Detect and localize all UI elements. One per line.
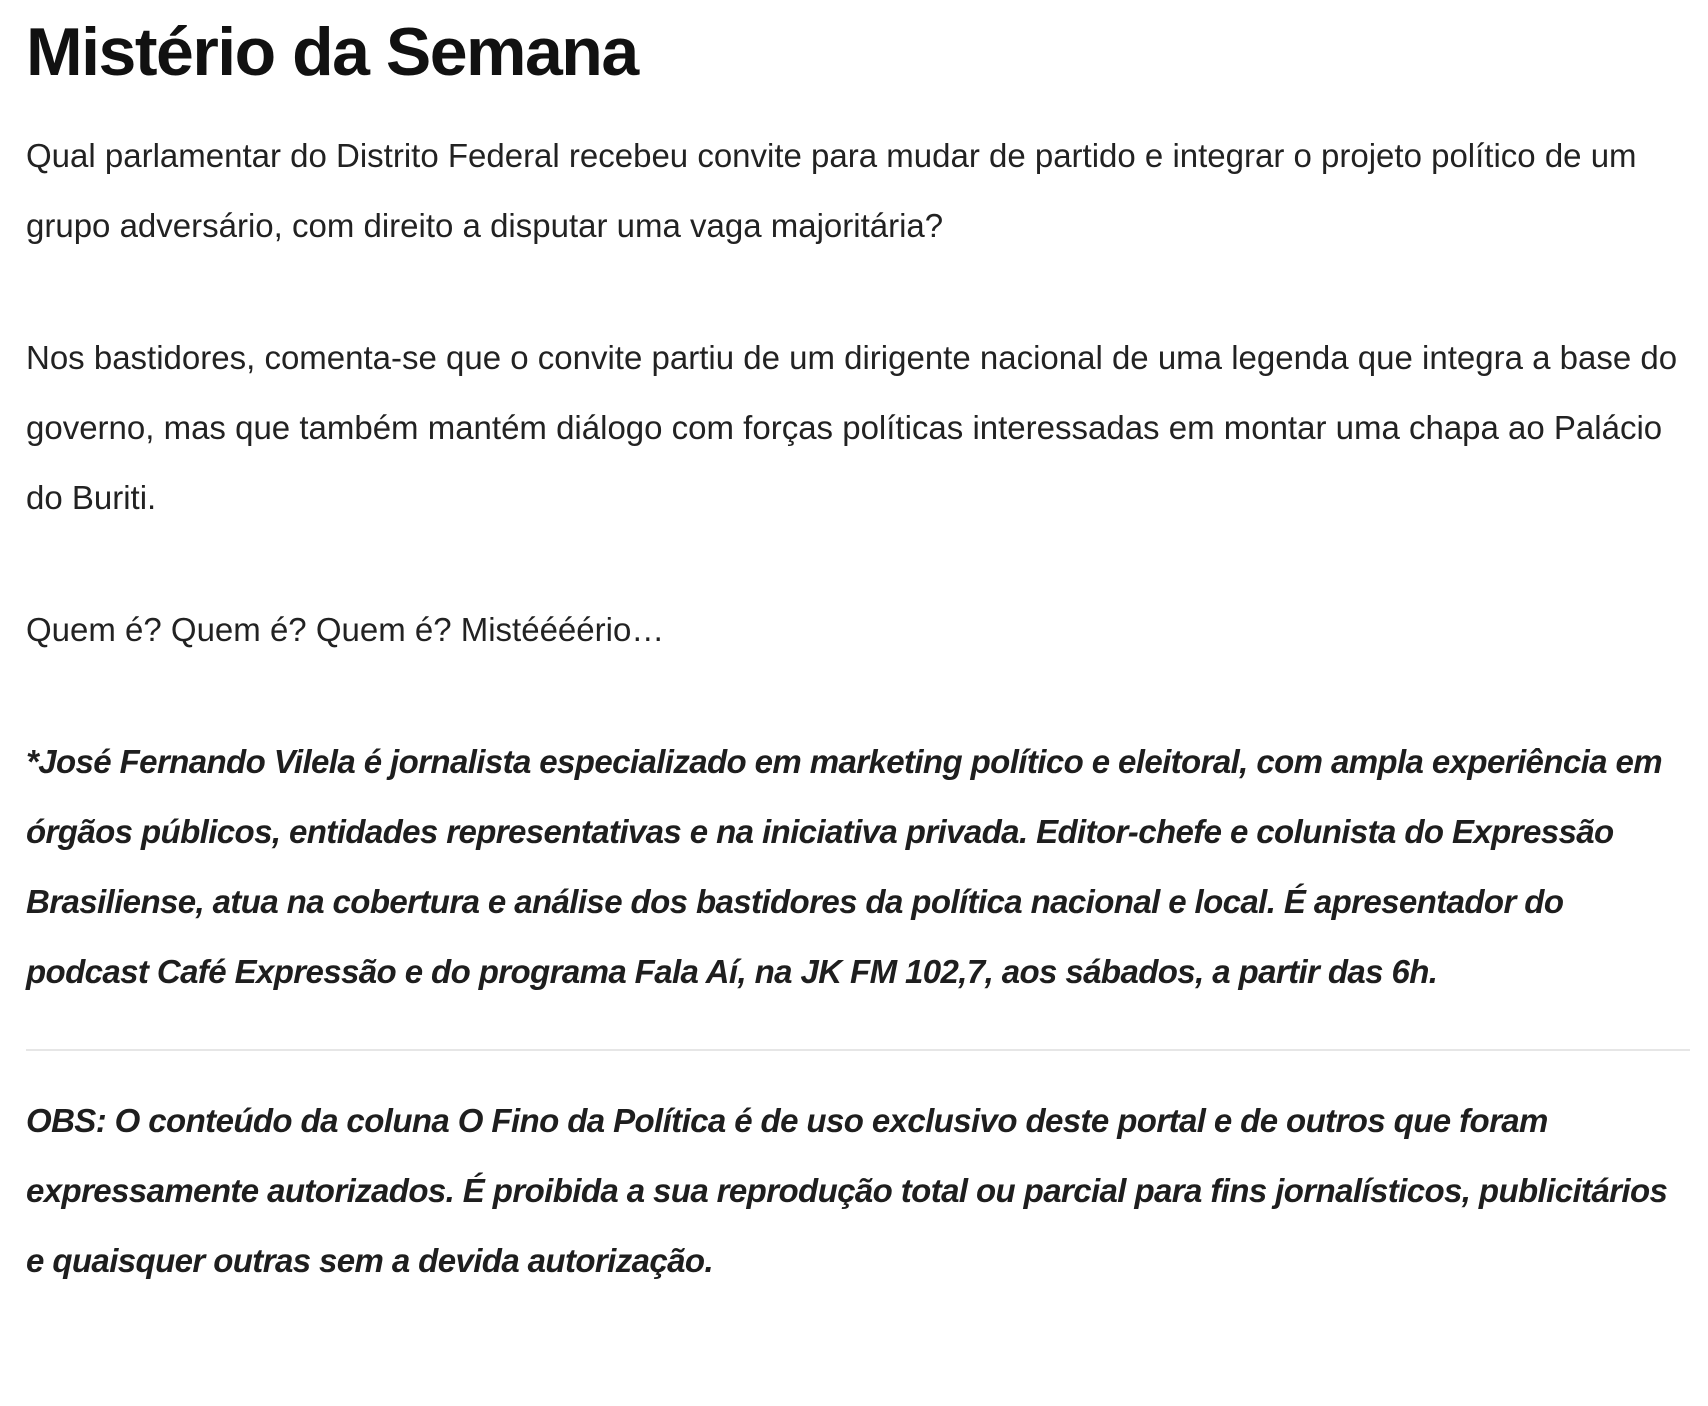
paragraph-backstage: Nos bastidores, comenta-se que o convite partiu de um dirigente nacional de uma legenda que integra a base do governo, mas que também mantém diálogo com forças políticas interessadas em montar uma chapa ao Palácio do Buriti.: [26, 339, 1678, 516]
paragraph-mystery: Quem é? Quem é? Quem é? Mistéééério…: [26, 611, 665, 648]
disclaimer-note: OBS: O conteúdo da coluna O Fino da Política é de uso exclusivo deste portal e de outros que foram expressamente autorizados. É proibida a sua reprodução total ou parcial para fins jornalísticos, publicitários e quaisquer outras sem a devida autorização.: [26, 1102, 1668, 1279]
article-body: [26, 0, 1690, 1296]
divider: [26, 1049, 1690, 1051]
author-bio: *José Fernando Vilela é jornalista especializado em marketing político e eleitoral, com ampla experiência em órgãos públicos, entidades representativas e na iniciativa privada. Editor-chefe e colunista do Expressão Brasiliense, atua na cobertura e análise dos bastidores da política nacional e local. É apresentador do podcast Café Expressão e do programa Fala Aí, na JK FM 102,7, aos sábados, a partir das 6h.: [26, 743, 1662, 990]
section-title: Mistério da Semana: [26, 14, 638, 90]
paragraph-question: Qual parlamentar do Distrito Federal recebeu convite para mudar de partido e integrar o projeto político de um grupo adversário, com direito a disputar uma vaga majoritária?: [26, 137, 1637, 244]
